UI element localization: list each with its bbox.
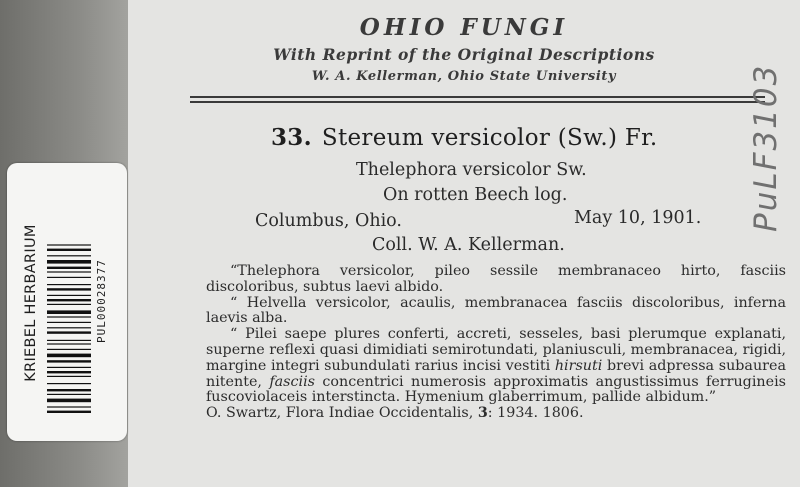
- collection-date: May 10, 1901.: [574, 208, 702, 228]
- synonym: Thelephora versicolor Sw.: [356, 160, 587, 180]
- original-description: [206, 264, 786, 422]
- herbarium-name: KRIEBEL HERBARIUM: [23, 224, 39, 382]
- locality: Columbus, Ohio.: [255, 211, 402, 231]
- description-paragraph: “Thelephora versicolor, pileo sessile membranaceo hirto, fasciis discoloribus, subtus laevi albido.: [206, 263, 786, 295]
- substrate: On rotten Beech log.: [383, 185, 568, 205]
- description-paragraph: “ Helvella versicolor, acaulis, membranacea fasciis discoloribus, inferna laevis alba.: [206, 294, 786, 327]
- description-paragraph: “ Pilei saepe plures conferti, accreti, sesseles, basi plerumque explanati, superne reflexi quasi dimidiati semirotundati, planiusculi, membranacea, rigidi, margine integri subundulati rarius incisi vestiti hirsuti brevi adpressa subaurea nitente, fasciis concentrici numerosis approximatis angustissimus ferrugineis fuscoviolaceis interstincta. Hymenium glaberrimum, pallide albidum.”: [206, 326, 786, 406]
- label-author: W. A. Kellerman, Ohio State University: [311, 69, 617, 84]
- collector: Coll. W. A. Kellerman.: [372, 235, 565, 255]
- header-rule-bottom: [190, 101, 765, 103]
- barcode: [47, 191, 91, 413]
- barcode-sticker: [7, 163, 127, 441]
- specimen-number: 33.: [271, 124, 312, 151]
- header-rule-top: [190, 96, 765, 98]
- barcode-number: PUL00028377: [95, 259, 108, 343]
- specimen-label: [128, 0, 800, 487]
- citation: O. Swartz, Flora Indiae Occidentalis, 3: 1934. 1806.: [206, 405, 584, 422]
- label-title: OHIO FUNGI: [359, 14, 569, 41]
- species-heading: [271, 124, 658, 151]
- label-subtitle: With Reprint of the Original Descriptions: [273, 45, 655, 64]
- species-name: Stereum versicolor (Sw.) Fr.: [321, 125, 658, 151]
- handwritten-accession: [748, 180, 784, 232]
